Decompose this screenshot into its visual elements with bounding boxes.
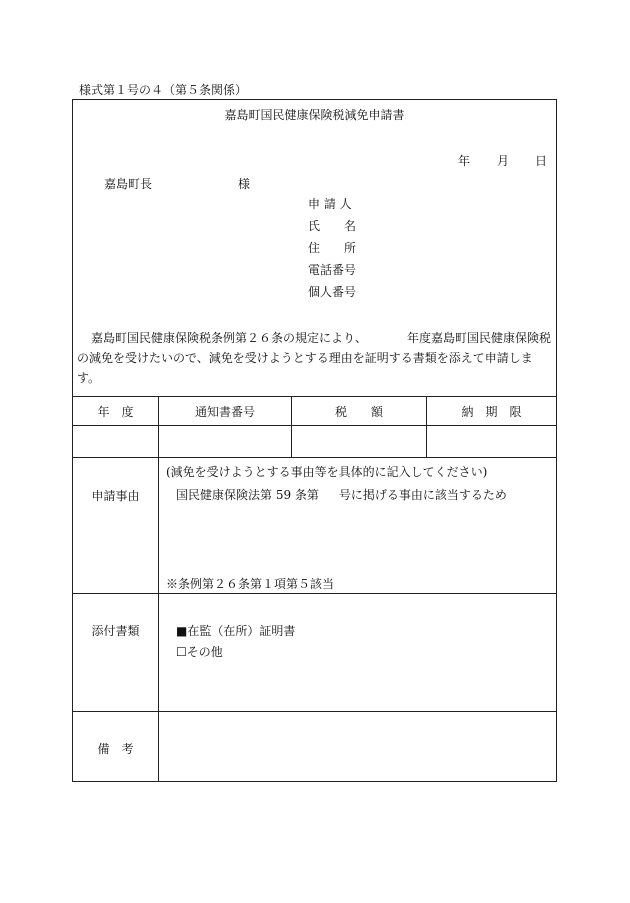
form-number-label: 様式第１号の４（第５条関係） — [79, 83, 248, 97]
addressee-suffix: 様 — [238, 177, 251, 191]
date-year[interactable]: 年 — [458, 154, 471, 168]
reason-label: 申請事由 — [91, 489, 140, 503]
tax-amount-cell[interactable] — [292, 426, 426, 457]
reason-footnote: ※条例第２６条第１項第５該当 — [166, 577, 335, 591]
notice-number-cell[interactable] — [159, 426, 291, 457]
header-notice-number: 通知書番号 — [194, 405, 255, 419]
addressee: 嘉島町長 — [104, 177, 153, 191]
attachments-label: 添付書類 — [91, 624, 140, 638]
reason-statement-part1: 国民健康保険法第 59 条第 — [176, 488, 319, 502]
application-statement — [77, 328, 555, 388]
header-due-date: 納 期 限 — [461, 405, 522, 419]
remarks-field[interactable] — [159, 712, 555, 781]
date-day[interactable]: 日 — [535, 154, 548, 168]
reason-instruction: (減免を受けようとする事由等を具体的に記入してください) — [166, 465, 488, 479]
table-top-border — [73, 396, 556, 397]
applicant-fields — [308, 197, 356, 307]
attachment-certificate-checkbox[interactable]: ■在監（在所）証明書 — [176, 624, 296, 638]
statement-part2: 年度嘉島町国民健康保険税の減免を受けたいので、減免を受けようとする理由を証明する書類を添えて申請します。 — [77, 331, 552, 385]
name-label[interactable]: 氏 名 — [308, 219, 357, 233]
due-date-cell[interactable] — [427, 426, 555, 457]
header-tax-amount: 税 額 — [334, 405, 383, 419]
application-form — [72, 99, 557, 782]
phone-label[interactable]: 電話番号 — [308, 263, 357, 277]
data-row-border — [73, 457, 556, 458]
statement-part1: 嘉島町国民健康保険税条例第２６条の規定により、 — [91, 331, 368, 345]
header-fiscal-year: 年 度 — [97, 405, 134, 419]
address-label[interactable]: 住 所 — [308, 241, 357, 255]
date-month[interactable]: 月 — [497, 154, 510, 168]
applicant-label: 申 請 人 — [308, 197, 352, 211]
attachment-other-checkbox[interactable]: ☐その他 — [176, 645, 223, 659]
personal-number-label[interactable]: 個人番号 — [308, 285, 357, 299]
form-title: 嘉島町国民健康保険税減免申請書 — [224, 108, 405, 122]
fiscal-year-cell[interactable] — [74, 426, 158, 457]
remarks-label: 備 考 — [97, 742, 134, 756]
reason-statement-part2: 号に掲げる事由に該当するため — [338, 488, 507, 502]
reason-statement[interactable] — [176, 486, 507, 503]
reason-row-border — [73, 593, 556, 594]
